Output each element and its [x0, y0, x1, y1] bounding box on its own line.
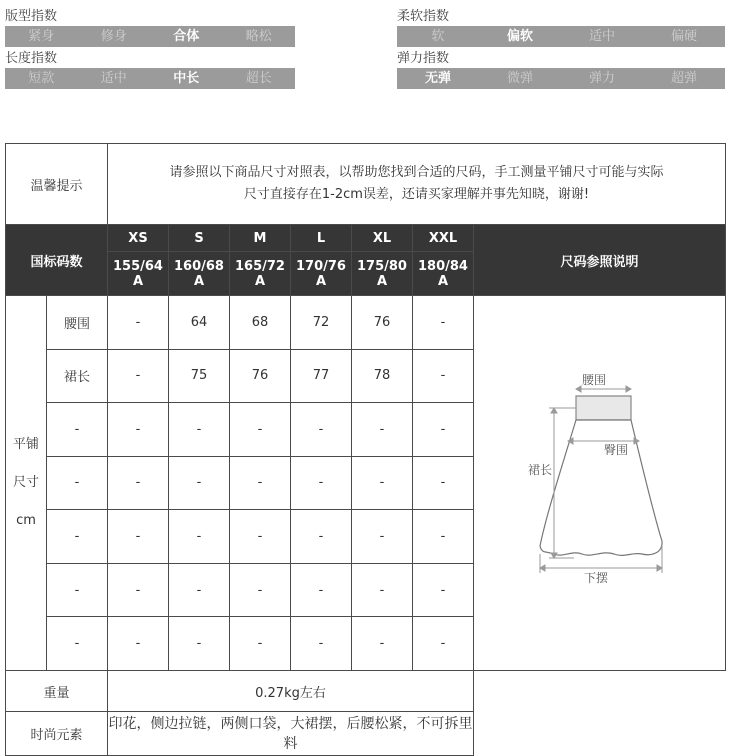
softness-option: 软: [431, 29, 445, 44]
measure-value: -: [169, 563, 230, 617]
measure-name: -: [47, 510, 108, 564]
skirt-measure-svg: [474, 296, 725, 666]
size-explain-label: 尺码参照说明: [474, 225, 726, 296]
notice-text: [108, 144, 726, 225]
fit-option: 略松: [245, 29, 272, 44]
measure-value: -: [413, 510, 474, 564]
measure-value: -: [108, 403, 169, 457]
flat-size-label: 平铺 尺寸 cm: [6, 296, 47, 671]
fashion-label: 时尚元素: [6, 712, 108, 756]
measure-value: 76: [230, 349, 291, 403]
fit-option: 紧身: [28, 29, 55, 44]
elasticity-index-title: 弹力指数: [397, 51, 450, 66]
measure-name: 裙长: [47, 349, 108, 403]
measure-value: 68: [230, 296, 291, 350]
softness-index: [397, 8, 725, 47]
size-code: L: [291, 225, 352, 252]
measure-value: -: [169, 617, 230, 671]
fit-index-title: 版型指数: [5, 9, 58, 24]
national-size: 165/72 A: [230, 252, 291, 296]
size-code: M: [230, 225, 291, 252]
size-code: XXL: [413, 225, 474, 252]
softness-option: 偏软: [506, 29, 533, 44]
measure-value: -: [108, 456, 169, 510]
fit-index: [5, 8, 295, 47]
length-label: 裙长: [527, 463, 553, 477]
waist-label: 腰围: [581, 373, 607, 387]
national-size: 155/64 A: [108, 252, 169, 296]
measure-value: -: [413, 296, 474, 350]
measure-value: -: [169, 456, 230, 510]
measure-value: -: [108, 563, 169, 617]
length-option: 适中: [100, 71, 127, 86]
fit-option: 合体: [173, 29, 200, 44]
national-size: 175/80 A: [352, 252, 413, 296]
length-index-bar: [5, 68, 295, 89]
fit-index-bar: [5, 26, 295, 47]
elasticity-option: 微弹: [506, 71, 533, 86]
size-code: S: [169, 225, 230, 252]
measure-name: -: [47, 563, 108, 617]
notice-label: 温馨提示: [6, 144, 108, 225]
measure-value: -: [291, 403, 352, 457]
elasticity-option: 超弹: [670, 71, 697, 86]
measure-value: -: [413, 563, 474, 617]
measure-value: -: [352, 563, 413, 617]
measure-value: -: [291, 510, 352, 564]
measure-value: -: [230, 403, 291, 457]
fashion-value: 印花，侧边拉链，两侧口袋，大裙摆，后腰松紧，不可拆里料: [108, 712, 474, 756]
measure-value: -: [352, 510, 413, 564]
weight-label: 重量: [6, 671, 108, 712]
measure-value: 75: [169, 349, 230, 403]
measure-value: 72: [291, 296, 352, 350]
measure-value: -: [291, 563, 352, 617]
national-size: 180/84 A: [413, 252, 474, 296]
measure-value: 78: [352, 349, 413, 403]
measure-value: -: [352, 617, 413, 671]
weight-value: 0.27kg左右: [108, 671, 474, 712]
length-option: 超长: [245, 71, 272, 86]
measure-value: -: [230, 456, 291, 510]
skirt-diagram: [474, 296, 726, 671]
softness-option: 适中: [588, 29, 615, 44]
waistband: [576, 396, 631, 420]
measure-value: -: [291, 617, 352, 671]
measure-name: -: [47, 456, 108, 510]
measure-name: -: [47, 403, 108, 457]
measure-value: -: [230, 563, 291, 617]
notice-line-2: 尺寸直接存在1-2cm误差，还请买家理解并事先知晓，谢谢!: [243, 187, 590, 202]
measure-value: -: [413, 456, 474, 510]
length-option: 中长: [173, 71, 200, 86]
length-option: 短款: [28, 71, 55, 86]
elasticity-index: [397, 50, 725, 89]
measure-value: -: [108, 510, 169, 564]
measure-value: -: [108, 349, 169, 403]
length-index: [5, 50, 295, 89]
hip-label: 臀围: [603, 443, 629, 457]
measure-value: -: [352, 456, 413, 510]
measure-value: -: [108, 617, 169, 671]
softness-index-bar: [397, 26, 725, 47]
national-size: 160/68 A: [169, 252, 230, 296]
measure-name: 腰围: [47, 296, 108, 350]
measure-value: -: [413, 349, 474, 403]
fit-option: 修身: [100, 29, 127, 44]
size-code: XS: [108, 225, 169, 252]
measure-name: -: [47, 617, 108, 671]
length-index-title: 长度指数: [5, 51, 58, 66]
national-size-label: 国标码数: [6, 225, 108, 296]
measure-value: 64: [169, 296, 230, 350]
measure-value: 76: [352, 296, 413, 350]
softness-option: 偏硬: [670, 29, 697, 44]
measure-value: -: [230, 617, 291, 671]
measure-value: -: [413, 403, 474, 457]
national-size: 170/76 A: [291, 252, 352, 296]
measure-value: -: [169, 510, 230, 564]
measure-value: -: [169, 403, 230, 457]
measure-value: -: [108, 296, 169, 350]
measure-value: 77: [291, 349, 352, 403]
size-code: XL: [352, 225, 413, 252]
hem-label: 下摆: [583, 571, 609, 585]
skirt-outline: [540, 420, 662, 555]
softness-index-title: 柔软指数: [397, 9, 450, 24]
measure-value: -: [352, 403, 413, 457]
notice-line-1: 请参照以下商品尺寸对照表，以帮助您找到合适的尺码，手工测量平铺尺寸可能与实际: [169, 165, 664, 180]
elasticity-option: 无弹: [424, 71, 451, 86]
size-table: [5, 143, 726, 756]
measure-value: -: [291, 456, 352, 510]
elasticity-index-bar: [397, 68, 725, 89]
measure-value: -: [413, 617, 474, 671]
elasticity-option: 弹力: [588, 71, 615, 86]
measure-value: -: [230, 510, 291, 564]
